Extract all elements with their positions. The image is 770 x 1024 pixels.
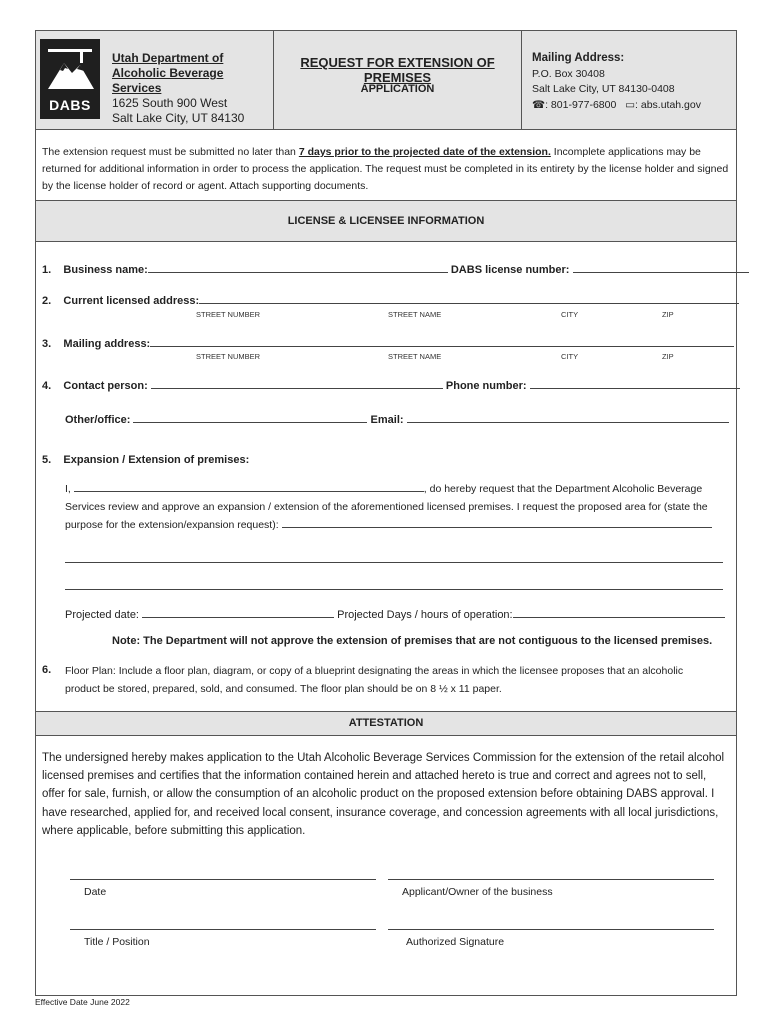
computer-icon: ▭ bbox=[625, 98, 636, 111]
license-section-header: LICENSE & LICENSEE INFORMATION bbox=[36, 200, 736, 242]
purpose-field-3[interactable] bbox=[65, 589, 723, 590]
website: : abs.utah.gov bbox=[635, 98, 701, 111]
floor-plan-instructions: Floor Plan: Include a floor plan, diagram, or copy of a blueprint designating the areas in which the licensee proposes that an alcoholic product be stored, prepared, sold, and consumed. The floor plan should be on 8 ½ x 11 paper. bbox=[65, 665, 684, 695]
mailing-block bbox=[522, 31, 736, 129]
form-subtitle: APPLICATION bbox=[360, 83, 435, 95]
contact-person-field[interactable] bbox=[151, 378, 443, 389]
purpose-field-1[interactable] bbox=[282, 517, 712, 528]
current-address-field[interactable] bbox=[199, 293, 739, 304]
agency-address-line2: Salt Lake City, UT 84130 bbox=[112, 111, 245, 125]
title-position-label: Title / Position bbox=[84, 936, 150, 948]
dabs-license-field[interactable] bbox=[573, 262, 749, 273]
purpose-field-2[interactable] bbox=[65, 562, 723, 563]
phone-icon: ☎ bbox=[532, 98, 546, 111]
dabs-logo bbox=[40, 39, 100, 119]
authorized-signature-label: Authorized Signature bbox=[406, 936, 505, 948]
intro-paragraph: The extension request must be submitted no later than 7 days prior to the projected date of the extension. Incomplete applications may be returned for additional information in order to process the application. The request must be completed in its entirety by the license holder and signed by the license holder of record or agent. Attach supporting documents. bbox=[42, 146, 729, 192]
mailing-address-label: Mailing address: bbox=[63, 338, 151, 350]
logo-text: DABS bbox=[49, 97, 91, 113]
attestation-text: The undersigned hereby makes application to the Utah Alcoholic Beverage Services Commission for the extension of the retail alcohol licensed premises and certifies that the information contained herein and attached hereto is true and correct and agrees not to sell, offer for sale, furnish, or allow the consumption of an alcoholic product on the proposed extension before obtaining DABS approval. I have researched, applied for, and received local consent, insurance coverage, and concession agreements with all local jurisdictions, where applicable, before submitting this application. bbox=[42, 752, 725, 837]
date-label: Date bbox=[84, 886, 107, 898]
utah-mountain-icon bbox=[40, 39, 100, 97]
projected-days-label: Projected Days / hours of operation: bbox=[337, 609, 513, 621]
contact-person-label: Contact person: bbox=[63, 380, 148, 392]
effective-date: Effective Date June 2022 bbox=[35, 997, 130, 1007]
projected-days-field[interactable] bbox=[513, 607, 725, 618]
email-field[interactable] bbox=[407, 412, 729, 423]
authorized-signature-line[interactable] bbox=[388, 929, 714, 930]
po-box: P.O. Box 30408 bbox=[532, 67, 605, 80]
attestation-header: ATTESTATION bbox=[36, 711, 736, 736]
current-address-label: Current licensed address: bbox=[63, 295, 200, 307]
agency-info bbox=[112, 51, 272, 126]
expansion-label: Expansion / Extension of premises: bbox=[63, 454, 250, 466]
form-header bbox=[36, 31, 736, 130]
agency-block bbox=[36, 31, 274, 129]
agency-name: Utah Department of Alcoholic Beverage Services bbox=[112, 51, 224, 95]
mailing-address-field[interactable] bbox=[150, 336, 734, 347]
email-label: Email: bbox=[370, 414, 404, 426]
projected-date-label: Projected date: bbox=[65, 609, 139, 621]
contiguous-note: Note: The Department will not approve the extension of premises that are not contiguous to the licensed premises. bbox=[112, 635, 713, 647]
mailing-city: Salt Lake City, UT 84130-0408 bbox=[532, 83, 675, 95]
agency-address-line1: 1625 South 900 West bbox=[112, 96, 228, 110]
mailing-label: Mailing Address: bbox=[532, 52, 625, 64]
requester-name-field[interactable] bbox=[74, 481, 424, 492]
phone-number-field[interactable] bbox=[530, 378, 740, 389]
applicant-signature-line[interactable] bbox=[388, 879, 714, 880]
title-position-line[interactable] bbox=[70, 929, 376, 930]
other-office-label: Other/office: bbox=[65, 414, 131, 426]
projected-date-field[interactable] bbox=[142, 607, 334, 618]
phone-number: : 801-977-6800 bbox=[545, 98, 617, 111]
date-signature-line[interactable] bbox=[70, 879, 376, 880]
phone-number-label: Phone number: bbox=[445, 380, 527, 392]
business-name-field[interactable] bbox=[148, 262, 448, 273]
title-block bbox=[274, 31, 522, 129]
business-name-label: Business name: bbox=[63, 264, 148, 276]
application-form: DABS Utah Department of Alcoholic Beverage Services 1625 South 900 West Salt Lake City, UT 84130 REQUEST FOR EXTENSION OF PREMISES APPLICATION Mailing Address: P.O. Box 30408 Salt Lake City, UT 84130-0408 ☎: 801-977-6800 ▭: abs.utah.gov The extension request must be submitted no later than 7 days prior to the projected date of the extension. Incomplete applications may be returned for additional information in order to process the application. The request must be completed in its entirety by the license holder and signed by the license holder of record or agent. Attach supporting documents. LICENSE & LICENSEE INFORMATION 1. Business name: DABS license number: 2. Current licensed address: STREET NUMBER STREET NAME CITY ZIP 3. Mailing address: STREET NUMBER STREET NAME CITY ZIP 4. Contact person: Phone number: Other/office: Email: 5. Expansion / Extension of premises: I, , do hereby request that the Department Alcoholic Beverage Services review and approve an expansion / extension of the aforementioned licensed premises. I request the proposed area for (state the purpose for the extension/expansion request): Projected date: Projected Days / hours of operation: Note: The Department will not approve the extension of premises that are not contiguous to the licensed premises. 6. Floor Plan: Include a floor plan, diagram, or copy of a blueprint designating the areas in which the licensee proposes that an alcoholic product be stored, prepared, sold, and consumed. The floor plan should be on 8 ½ x 11 paper. ATTESTATION The undersigned hereby makes application to the Utah Alcoholic Beverage Services Commission for the extension of the retail alcohol licensed premises and certifies that the information contained herein and attached hereto is true and correct and agrees not to sell, offer for sale, furnish, or allow the consumption of an alcoholic product on the proposed extension before obtaining DABS approval. I have researched, applied for, and received local consent, insurance coverage, and concession agreements with all local jurisdictions, where applicable, before submitting this application. Date Applicant/Owner of the business Title / Position Authorized Signature bbox=[35, 30, 737, 996]
form-title: REQUEST FOR EXTENSION OF PREMISES bbox=[300, 55, 495, 85]
other-office-field[interactable] bbox=[133, 412, 367, 423]
deadline-emphasis: 7 days prior to the projected date of the extension. bbox=[298, 146, 551, 158]
dabs-license-label: DABS license number: bbox=[450, 264, 570, 276]
applicant-label: Applicant/Owner of the business bbox=[402, 886, 553, 898]
